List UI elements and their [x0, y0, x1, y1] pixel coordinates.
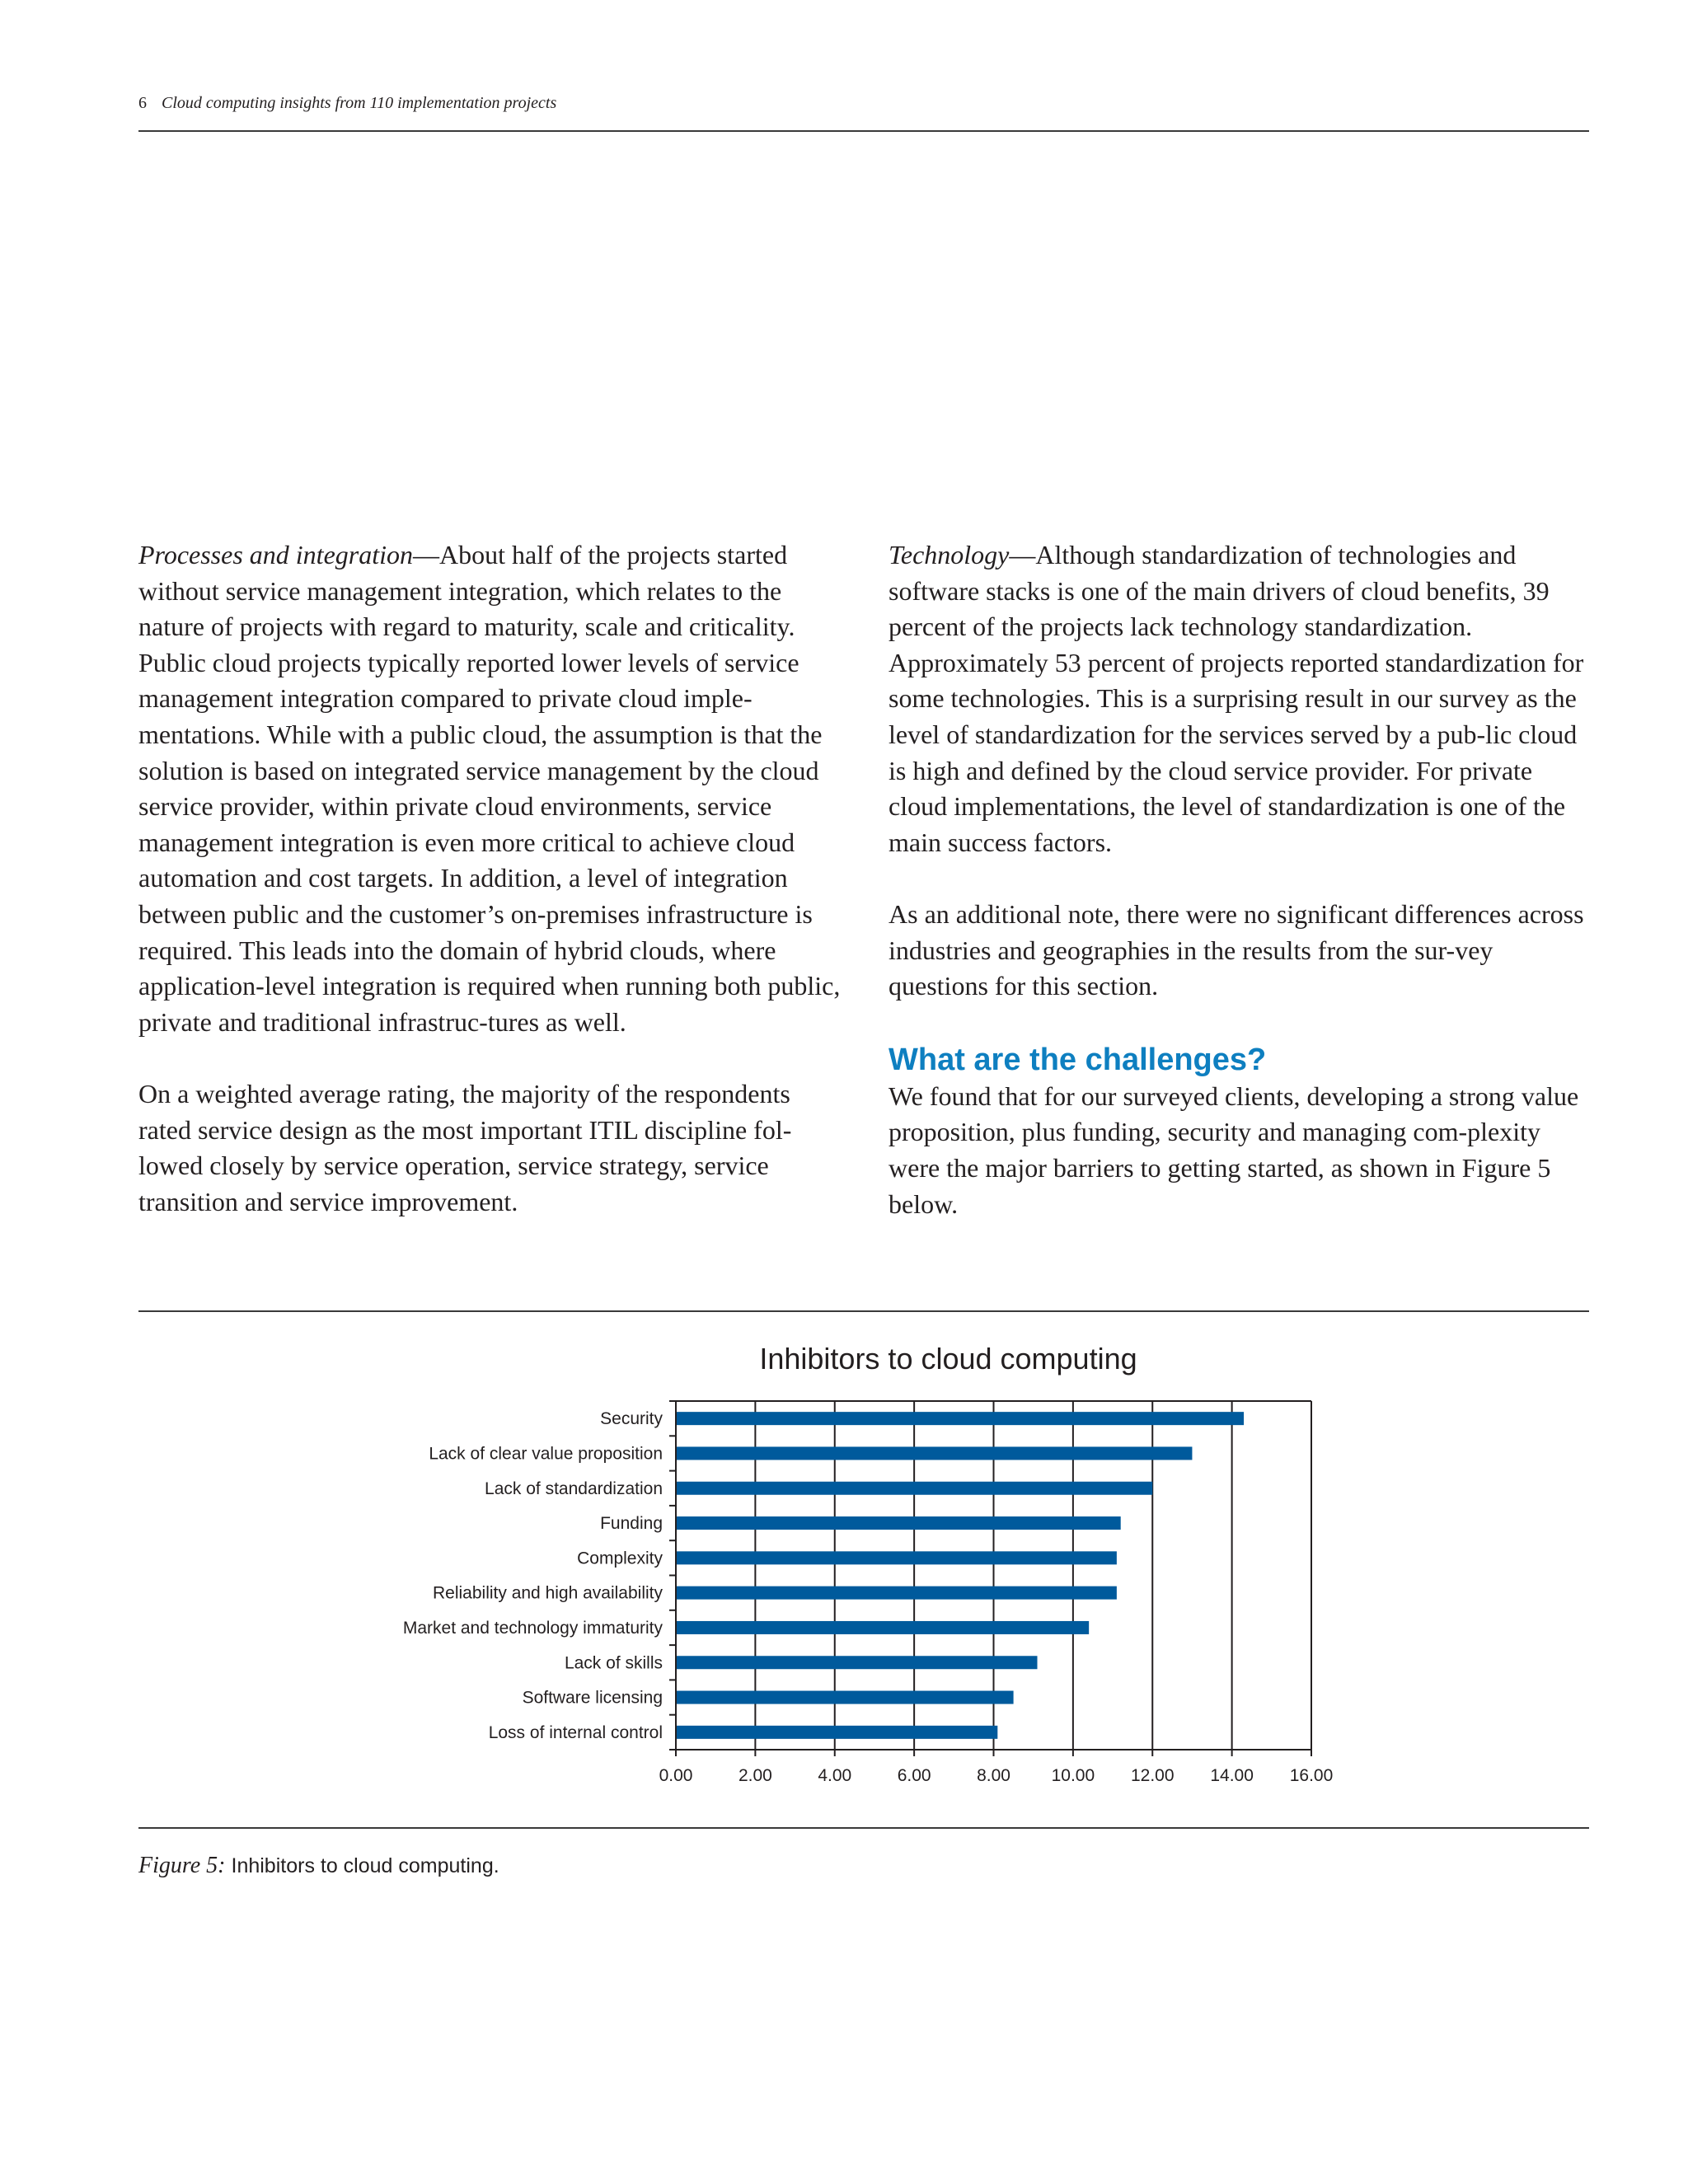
category-label: Lack of clear value proposition — [429, 1444, 663, 1464]
left-column — [138, 537, 847, 1220]
paragraph-body: —About half of the projects started without service management integration, which relates to the nature of projects with regard to maturity, scale and criticality. Public cloud projects typically reported lower levels of service management integration compared to private cloud imple-mentations. While with a public cloud, the assumption is that the solution is based on integrated service management by the cloud service provider, within private cloud environments, service management integration is even more critical to achieve cloud automation and cost targets. In addition, a level of integration between public and the customer’s on-premises infrastructure is required. This leads into the domain of hybrid clouds, where application-level integration is required when running both public, private and traditional infrastruc-tures as well. — [138, 540, 841, 1037]
paragraph-body: —Although standardization of technologies and software stacks is one of the main drivers of cloud benefits, 39 percent of the projects lack technology standardization. Approximately 53 percent of projects reported standardization for some technologies. This is a surprising result in our survey as the level of standardization for the services served by a pub-lic cloud is high and defined by the cloud service provider. For private cloud implementations, the level of standardization is one of the main success factors. — [889, 540, 1584, 857]
paragraph-lead: Technology — [889, 540, 1010, 569]
category-label: Lack of skills — [564, 1653, 663, 1673]
bar-reliability-and-high-availability — [676, 1586, 1117, 1600]
running-head — [138, 94, 556, 113]
page-number: 6 — [138, 94, 147, 112]
bar-software-licensing — [676, 1691, 1014, 1704]
bar-security — [676, 1412, 1244, 1425]
x-tick-label: 0.00 — [659, 1766, 693, 1785]
caption-text: Inhibitors to cloud computing. — [231, 1854, 499, 1877]
category-label: Market and technology immaturity — [402, 1618, 663, 1638]
category-label: Reliability and high availability — [433, 1583, 663, 1603]
running-title: Cloud computing insights from 110 implementation projects — [162, 94, 557, 112]
header-rule — [138, 130, 1589, 132]
x-tick-label: 6.00 — [897, 1766, 931, 1785]
figure-top-rule — [138, 1310, 1589, 1312]
x-tick-label: 16.00 — [1289, 1766, 1334, 1785]
bar-lack-of-standardization — [676, 1482, 1152, 1495]
category-label: Funding — [600, 1514, 663, 1534]
bar-chart — [0, 1315, 1688, 1825]
category-label: Software licensing — [522, 1688, 663, 1708]
paragraph-challenges: We found that for our surveyed clients, developing a strong value proposition, plus funding, security and managing com-plexity were the major barriers to getting started, as shown in Figure 5 below. — [889, 1080, 1579, 1219]
x-tick-label: 8.00 — [977, 1766, 1010, 1785]
figure-chart — [0, 1315, 1688, 1825]
category-label: Loss of internal control — [488, 1722, 663, 1742]
x-tick-label: 14.00 — [1210, 1766, 1254, 1785]
right-column — [889, 537, 1597, 1222]
bar-market-and-technology-immaturity — [676, 1621, 1089, 1634]
paragraph-processes — [138, 537, 847, 1040]
bar-lack-of-skills — [676, 1656, 1038, 1669]
figure-caption — [138, 1853, 499, 1879]
x-tick-label: 12.00 — [1130, 1766, 1175, 1785]
bar-loss-of-internal-control — [676, 1726, 997, 1739]
category-label: Complexity — [577, 1549, 663, 1568]
paragraph-itil: On a weighted average rating, the majority of the respondents rated service design as the most important ITIL discipline fol-lowed closely by service operation, service strategy, service transition and service improvement. — [138, 1078, 792, 1216]
figure-bottom-rule — [138, 1827, 1589, 1829]
bar-funding — [676, 1516, 1121, 1530]
bar-complexity — [676, 1551, 1117, 1564]
paragraph-technology — [889, 537, 1597, 860]
x-tick-label: 4.00 — [818, 1766, 852, 1785]
category-label: Security — [600, 1409, 663, 1429]
category-label: Lack of standardization — [485, 1479, 663, 1498]
x-tick-label: 10.00 — [1051, 1766, 1095, 1785]
x-tick-label: 2.00 — [738, 1766, 772, 1785]
paragraph-lead: Processes and integration — [138, 540, 413, 569]
figure-label: Figure 5: — [138, 1853, 226, 1878]
paragraph-note: As an additional note, there were no significant differences across industries and geographies in the results from the sur-vey questions for this section. — [889, 898, 1584, 1001]
chart-title: Inhibitors to cloud computing — [759, 1342, 1137, 1376]
section-heading: What are the challenges? — [889, 1042, 1267, 1077]
bar-lack-of-clear-value-proposition — [676, 1446, 1192, 1460]
